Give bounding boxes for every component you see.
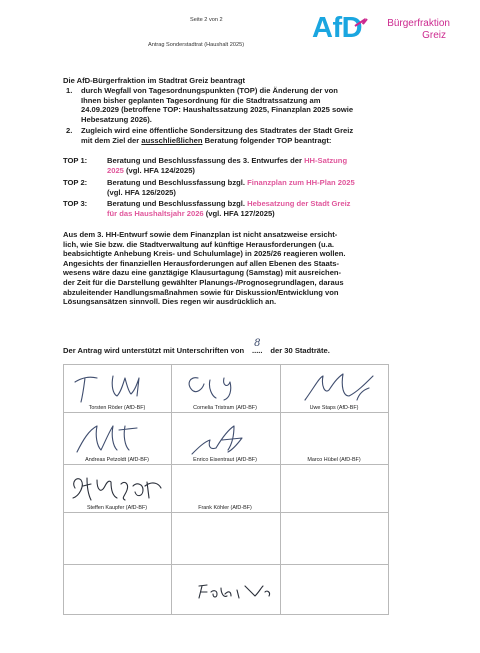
logo-arrow-icon bbox=[354, 18, 368, 28]
logo-subtitle-line2: Greiz bbox=[422, 30, 446, 41]
signatory-name: Marco Hübel (AfD-BF) bbox=[307, 457, 361, 463]
top-3-highlight-2: für das Haushaltsjahr 2026 bbox=[107, 208, 204, 218]
top-3-highlight: Hebesatzung der Stadt Greiz bbox=[247, 199, 351, 208]
signature-image bbox=[176, 416, 276, 460]
signatory-name: Steffen Kaupfer (AfD-BF) bbox=[86, 505, 148, 511]
grid-line bbox=[63, 464, 389, 465]
item-2-line bbox=[81, 136, 386, 146]
item-1-line: durch Wegfall von Tagesordnungspunkten (TOP) die Änderung der von bbox=[81, 86, 338, 95]
top-1-label: TOP 1: bbox=[63, 156, 88, 165]
paragraph-line: wesens wäre dazu eine ganztägige Klausurtagung (Samstag) mit ausreichen- bbox=[63, 268, 342, 278]
grid-line bbox=[171, 364, 172, 615]
signature-image bbox=[67, 366, 167, 406]
grid-line bbox=[63, 564, 389, 565]
afd-logo bbox=[312, 12, 362, 45]
grid-line bbox=[63, 512, 389, 513]
signatory-name: Cornelia Tristram (AfD-BF) bbox=[193, 405, 257, 411]
top-3-text: Beratung und Beschlussfassung bzgl. bbox=[107, 199, 248, 208]
signature-image bbox=[67, 416, 167, 460]
signature-image bbox=[285, 366, 385, 406]
grid-line bbox=[63, 412, 389, 413]
logo-subtitle bbox=[380, 18, 450, 42]
top-3 bbox=[63, 199, 403, 219]
top-1 bbox=[63, 156, 403, 176]
top-2 bbox=[63, 178, 403, 198]
item-1-number: 1. bbox=[66, 86, 73, 95]
signature-image bbox=[176, 366, 276, 406]
signature-image bbox=[63, 468, 171, 512]
top-2-highlight: Finanzplan zum HH-Plan 2025 bbox=[247, 178, 355, 187]
item-2-line: Zugleich wird eine öffentliche Sondersitzung des Stadtrates der Stadt Greiz bbox=[81, 126, 354, 135]
top-1-ref: (vgl. HFA 124/2025) bbox=[123, 165, 195, 175]
top-3-ref: (vgl. HFA 127/2025) bbox=[203, 208, 275, 218]
top-1-text: Beratung und Beschlussfassung des 3. Entwurfes der bbox=[107, 156, 305, 165]
document-title: Antrag Sonderstadtrat (Haushalt 2025) bbox=[148, 42, 245, 48]
justification-paragraph bbox=[63, 230, 393, 307]
signature-table bbox=[63, 364, 389, 620]
item-1-line: 24.09.2029 (betroffene TOP: Haushaltssatzung 2025, Finanzplan 2025 sowie bbox=[81, 105, 354, 115]
paragraph-line: Lösungsansätzen sinnvoll. Dies regen wir ausdrücklich an. bbox=[63, 297, 277, 307]
signature-image bbox=[173, 570, 281, 610]
logo-subtitle-line1: Bürgerfraktion bbox=[387, 18, 450, 29]
item-1-line: Ihnen bisher geplanten Tagesordnung für die Stadtratssatzung am bbox=[81, 95, 321, 105]
grid-line bbox=[63, 614, 389, 615]
top-1-highlight-2: 2025 bbox=[107, 165, 124, 175]
support-line bbox=[63, 338, 393, 356]
support-line-post: der 30 Stadträte. bbox=[268, 346, 330, 355]
top-2-text: Beratung und Beschlussfassung bzgl. bbox=[107, 178, 248, 187]
paragraph-line: beabsichtigte Anhebung Kreis- und Schulumlage) in 2025/26 reagieren wollen. bbox=[63, 249, 346, 259]
paragraph-line: Aus dem 3. HH-Entwurf sowie dem Finanzplan ist nicht ansatzweise ersicht- bbox=[63, 230, 338, 239]
grid-line bbox=[388, 364, 389, 615]
top-2-label: TOP 2: bbox=[63, 178, 88, 187]
paragraph-line: lich, wie Sie bzw. die Stadtverwaltung auf künftige Herausforderungen (u.a. bbox=[63, 239, 335, 249]
item-2-line-post: Beratung folgender TOP beantragt: bbox=[202, 135, 332, 145]
intro-line: Die AfD-Bürgerfraktion im Stadtrat Greiz beantragt bbox=[63, 76, 245, 85]
signatory-name: Enrico Eisentraut (AfD-BF) bbox=[193, 457, 257, 463]
top-2-ref: (vgl. HFA 126/2025) bbox=[107, 187, 176, 197]
support-line-pre: Der Antrag wird unterstützt mit Unterschriften von bbox=[63, 346, 247, 355]
item-2-number: 2. bbox=[66, 126, 73, 135]
grid-line bbox=[63, 364, 389, 365]
paragraph-line: der Zeit für die Darstellung gewählter Planungs-/Prognosegrundlagen, daraus bbox=[63, 277, 344, 287]
signatory-name: Andreas Petzoldt (AfD-BF) bbox=[85, 457, 149, 463]
signatory-name: Frank Köhler (AfD-BF) bbox=[198, 505, 252, 511]
top-1-highlight: HH-Satzung bbox=[304, 156, 348, 165]
top-3-label: TOP 3: bbox=[63, 199, 88, 208]
item-1 bbox=[0, 86, 480, 126]
handwritten-count-value: 8 bbox=[254, 338, 261, 349]
paragraph-line: abzuleitender Handlungsmaßnahmen sowie für Diskussion/Entwicklung von bbox=[63, 287, 339, 297]
handwritten-count: 8 ..... bbox=[246, 346, 268, 356]
item-1-line: Hebesatzung 2026). bbox=[81, 114, 152, 124]
signatory-name: Uwe Staps (AfD-BF) bbox=[309, 405, 359, 411]
page-number-label: Seite 2 von 2 bbox=[190, 17, 223, 23]
signatory-name: Torsten Röder (AfD-BF) bbox=[88, 405, 146, 411]
afd-logo-text: AfD bbox=[312, 12, 363, 44]
item-2-underlined: ausschließlichen bbox=[141, 135, 203, 145]
paragraph-line: Angesichts der finanziellen Herausforderungen auf allen Ebenen des Staats- bbox=[63, 258, 339, 268]
item-2 bbox=[0, 126, 480, 148]
item-2-line-pre: mit dem Ziel der bbox=[81, 135, 142, 145]
